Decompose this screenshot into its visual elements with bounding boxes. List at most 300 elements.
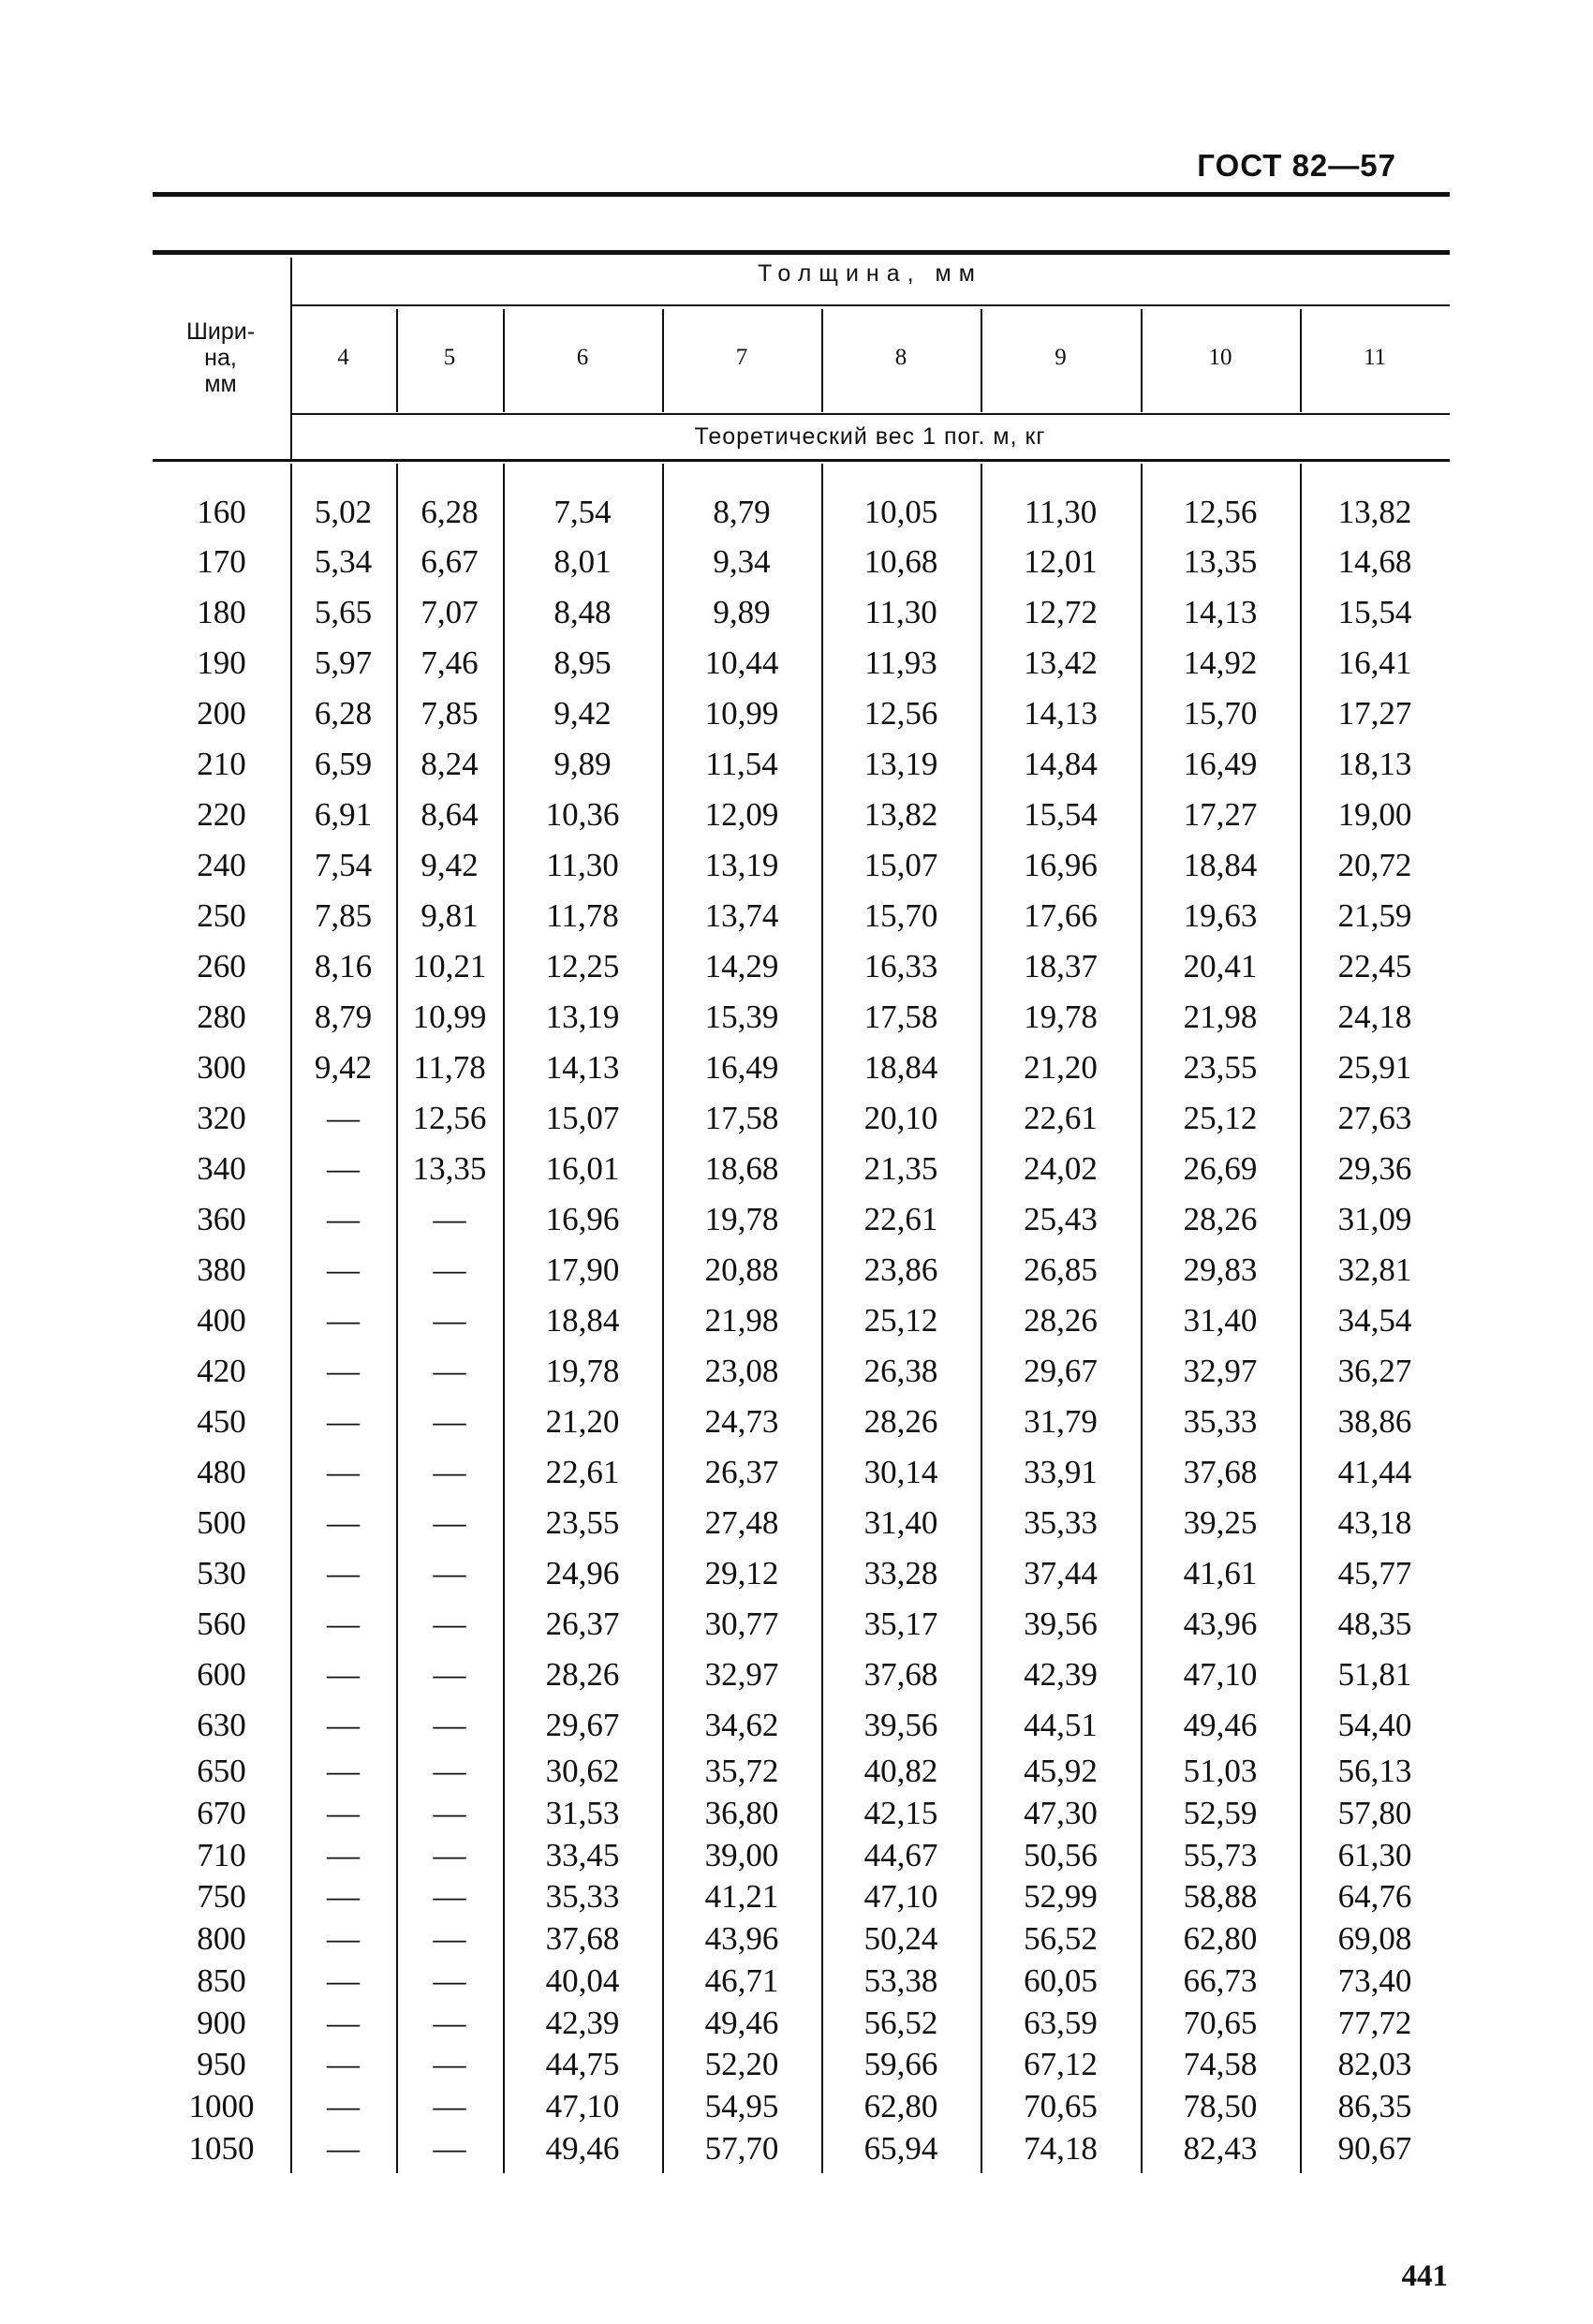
weight-cell: 9,89 [713, 594, 771, 630]
table-row [153, 2124, 1450, 2174]
weight-cell: 13,19 [863, 746, 938, 782]
weight-cell: 44,75 [545, 2046, 620, 2082]
weight-cell: 18,13 [1337, 746, 1412, 782]
weight-cell: 15,07 [545, 1100, 620, 1136]
weight-cell: 47,10 [545, 2088, 620, 2124]
weight-cell: 29,67 [545, 1707, 620, 1743]
weight-cell: 31,79 [1024, 1403, 1098, 1440]
table-row [153, 992, 1450, 1043]
weight-cell: 26,37 [704, 1454, 779, 1490]
weight-cell: 37,68 [863, 1656, 938, 1693]
weight-cell: — [433, 1302, 466, 1339]
table-row [153, 1498, 1450, 1548]
table-row [153, 1599, 1450, 1650]
width-cell: 450 [197, 1403, 246, 1440]
thickness-column-header: 8 [894, 345, 907, 370]
weight-cell: 12,72 [1024, 594, 1098, 630]
weight-cell: 47,10 [863, 1878, 938, 1915]
table-row [153, 587, 1450, 638]
weight-cell: 16,96 [1024, 847, 1098, 883]
weight-cell: — [327, 1656, 360, 1693]
weight-cell: — [327, 1403, 360, 1440]
width-cell: 360 [197, 1201, 246, 1237]
weight-cell: — [433, 1656, 466, 1693]
weight-cell: 13,19 [545, 999, 620, 1035]
weight-cell: 35,33 [1183, 1403, 1258, 1440]
weight-cell: 12,09 [704, 796, 779, 833]
weight-cell: 9,42 [314, 1049, 373, 1086]
weight-cell: 13,82 [863, 796, 938, 833]
width-cell: 320 [197, 1100, 246, 1136]
table-row [153, 688, 1450, 739]
width-cell: 900 [197, 2005, 246, 2041]
weight-cell: — [327, 1606, 360, 1642]
weight-cell: 20,88 [704, 1251, 779, 1288]
weight-cell: 31,40 [863, 1504, 938, 1541]
weight-cell: 67,12 [1024, 2046, 1098, 2082]
weight-cell: 10,21 [412, 948, 487, 984]
weight-cell: 69,08 [1337, 1920, 1412, 1957]
width-cell: 340 [197, 1150, 246, 1187]
weight-cell: 7,54 [314, 847, 373, 883]
weight-cell: 10,99 [412, 999, 487, 1035]
weight-cell: — [327, 2046, 360, 2082]
weight-cell: 22,61 [1024, 1100, 1098, 1136]
weight-cell: 10,99 [704, 695, 779, 732]
weight-header-rule [290, 413, 1450, 415]
weight-cell: 32,97 [1183, 1353, 1258, 1389]
weight-cell: 52,99 [1024, 1878, 1098, 1915]
weight-cell: — [433, 1403, 466, 1440]
table-row [153, 941, 1450, 992]
width-cell: 670 [197, 1795, 246, 1831]
weight-cell: 6,91 [314, 796, 373, 833]
weight-cell: 9,89 [553, 746, 612, 782]
weight-cell: 21,35 [863, 1150, 938, 1187]
weight-cell: 13,42 [1024, 644, 1098, 681]
weight-cell: 66,73 [1183, 1962, 1258, 1999]
weight-cell: 62,80 [863, 2088, 938, 2124]
weight-cell: 14,84 [1024, 746, 1098, 782]
weight-cell: 20,72 [1337, 847, 1412, 883]
weight-cell: — [433, 2088, 466, 2124]
weight-cell: 22,45 [1337, 948, 1412, 984]
weight-cell: 90,67 [1337, 2130, 1412, 2167]
weight-cell: 30,77 [704, 1606, 779, 1642]
weight-cell: 78,50 [1183, 2088, 1258, 2124]
weight-cell: 13,35 [1183, 543, 1258, 580]
weight-cell: 28,26 [1024, 1302, 1098, 1339]
weight-cell: 41,61 [1183, 1555, 1258, 1591]
width-cell: 800 [197, 1920, 246, 1957]
table-row [153, 1447, 1450, 1498]
weight-cell: 70,65 [1183, 2005, 1258, 2041]
weight-cell: 15,39 [704, 999, 779, 1035]
width-header-line: на, [204, 345, 237, 371]
weight-cell: — [327, 1878, 360, 1915]
weight-cell: 21,59 [1337, 897, 1412, 934]
weight-cell: 12,56 [1183, 494, 1258, 530]
weight-cell: 47,10 [1183, 1656, 1258, 1693]
weight-cell: 18,68 [704, 1150, 779, 1187]
width-cell: 630 [197, 1707, 246, 1743]
weight-cell: 40,04 [545, 1962, 620, 1999]
weight-cell: 11,30 [864, 594, 937, 630]
weight-cell: 55,73 [1183, 1837, 1258, 1873]
weight-cell: 26,85 [1024, 1251, 1098, 1288]
weight-cell: 32,81 [1337, 1251, 1412, 1288]
weight-cell: 8,79 [713, 494, 771, 530]
column-divider [396, 309, 398, 412]
width-header-line: Шири- [185, 318, 256, 345]
weight-cell: 54,40 [1337, 1707, 1412, 1743]
width-cell: 420 [197, 1353, 246, 1389]
thickness-column-header: 5 [443, 345, 456, 370]
thickness-column-header: 7 [735, 345, 748, 370]
table-row [153, 1093, 1450, 1144]
weight-cell: 44,67 [863, 1837, 938, 1873]
weight-cell: 16,96 [545, 1201, 620, 1237]
column-divider [290, 258, 292, 459]
weight-cell: — [433, 1707, 466, 1743]
weight-cell: 82,43 [1183, 2130, 1258, 2167]
weight-cell: 19,78 [704, 1201, 779, 1237]
weight-cell: 42,39 [1024, 1656, 1098, 1693]
weight-cell: 56,13 [1337, 1753, 1412, 1789]
weight-cell: 26,69 [1183, 1150, 1258, 1187]
weight-cell: 10,05 [863, 494, 938, 530]
weight-cell: 14,13 [1024, 695, 1098, 732]
weight-cell: 14,13 [545, 1049, 620, 1086]
table-row [153, 1144, 1450, 1194]
weight-cell: 39,25 [1183, 1504, 1258, 1541]
width-cell: 180 [197, 594, 246, 630]
weight-cell: 56,52 [863, 2005, 938, 2041]
width-cell: 600 [197, 1656, 246, 1693]
table-row [153, 537, 1450, 587]
weight-cell: — [433, 2005, 466, 2041]
weight-cell: — [327, 1302, 360, 1339]
weight-cell: 8,95 [553, 644, 612, 681]
weight-cell: 16,49 [1183, 746, 1258, 782]
weight-cell: 5,34 [314, 543, 373, 580]
width-cell: 210 [197, 746, 246, 782]
width-cell: 280 [197, 999, 246, 1035]
weight-cell: 12,56 [412, 1100, 487, 1136]
weight-cell: 20,10 [863, 1100, 938, 1136]
weight-cell: 27,63 [1337, 1100, 1412, 1136]
width-cell: 1050 [188, 2130, 255, 2167]
table-row [153, 1650, 1450, 1700]
width-cell: 250 [197, 897, 246, 934]
weight-cell: 19,78 [545, 1353, 620, 1389]
weight-cell: — [327, 2088, 360, 2124]
weight-cell: 42,39 [545, 2005, 620, 2041]
weight-cell: 63,59 [1024, 2005, 1098, 2041]
weight-cell: 37,44 [1024, 1555, 1098, 1591]
weight-cell: — [327, 1251, 360, 1288]
weight-cell: 21,98 [704, 1302, 779, 1339]
weight-cell: 43,18 [1337, 1504, 1412, 1541]
weight-cell: 36,80 [704, 1795, 779, 1831]
weight-cell: 18,37 [1024, 948, 1098, 984]
weight-cell: 25,91 [1337, 1049, 1412, 1086]
weight-cell: 74,18 [1024, 2130, 1098, 2167]
weight-cell: 74,58 [1183, 2046, 1258, 2082]
width-cell: 240 [197, 847, 246, 883]
weight-cell: 5,65 [314, 594, 373, 630]
width-cell: 500 [197, 1504, 246, 1541]
thickness-column-header: 9 [1055, 345, 1067, 370]
weight-cell: 28,26 [1183, 1201, 1258, 1237]
weight-cell: 11,78 [413, 1049, 486, 1086]
weight-cell: — [327, 2005, 360, 2041]
table-row [153, 790, 1450, 840]
weight-cell: 19,00 [1337, 796, 1412, 833]
weight-cell: 51,81 [1337, 1656, 1412, 1693]
weight-cell: 54,95 [704, 2088, 779, 2124]
weight-cell: — [433, 1606, 466, 1642]
weight-cell: 14,13 [1183, 594, 1258, 630]
weight-cell: — [327, 1962, 360, 1999]
weight-cell: 31,09 [1337, 1201, 1412, 1237]
weight-cell: 57,70 [704, 2130, 779, 2167]
weight-cell: — [327, 1100, 360, 1136]
weight-cell: 7,54 [553, 494, 612, 530]
weight-cell: — [327, 1353, 360, 1389]
weight-cell: 40,82 [863, 1753, 938, 1789]
weight-cell: 5,97 [314, 644, 373, 681]
weight-cell: 12,01 [1024, 543, 1098, 580]
table-body-rule [153, 459, 1450, 462]
weight-cell: 13,19 [704, 847, 779, 883]
table-row [153, 1397, 1450, 1447]
weight-cell: 7,85 [420, 695, 479, 732]
weight-cell: 13,82 [1337, 494, 1412, 530]
weight-cell: 34,62 [704, 1707, 779, 1743]
weight-cell: — [433, 1920, 466, 1957]
weight-cell: 41,21 [704, 1878, 779, 1915]
weight-cell: 31,40 [1183, 1302, 1258, 1339]
weight-cell: 23,08 [704, 1353, 779, 1389]
weight-cell: 15,70 [863, 897, 938, 934]
weight-cell: 64,76 [1337, 1878, 1412, 1915]
weight-cell: 35,33 [1024, 1504, 1098, 1541]
weight-cell: 82,03 [1337, 2046, 1412, 2082]
width-cell: 190 [197, 644, 246, 681]
weight-cell: 17,27 [1183, 796, 1258, 833]
weight-cell: 30,62 [545, 1753, 620, 1789]
weight-cell: 38,86 [1337, 1403, 1412, 1440]
weight-cell: 8,16 [314, 948, 373, 984]
weight-cell: 35,33 [545, 1878, 620, 1915]
weight-cell: 13,35 [412, 1150, 487, 1187]
weight-cell: — [327, 1201, 360, 1237]
weight-cell: 7,85 [314, 897, 373, 934]
width-header-line: мм [204, 371, 237, 397]
width-cell: 200 [197, 695, 246, 732]
standard-title: ГОСТ 82—57 [1197, 148, 1396, 183]
weight-cell: — [433, 1837, 466, 1873]
weight-cell: 29,36 [1337, 1150, 1412, 1187]
column-divider [1300, 309, 1302, 412]
weight-cell: 12,25 [545, 948, 620, 984]
weight-cell: 18,84 [1183, 847, 1258, 883]
weight-cell: 29,83 [1183, 1251, 1258, 1288]
weight-cell: 5,02 [314, 494, 373, 530]
weight-cell: 11,30 [1024, 494, 1098, 530]
weight-cell: 42,15 [863, 1795, 938, 1831]
weight-cell: — [433, 1454, 466, 1490]
weight-cell: 15,54 [1024, 796, 1098, 833]
weight-cell: 26,38 [863, 1353, 938, 1389]
weight-cell: 6,28 [314, 695, 373, 732]
column-divider [1141, 309, 1143, 412]
weight-cell: 61,30 [1337, 1837, 1412, 1873]
page-number: 441 [1401, 2259, 1448, 2293]
weight-cell: 73,40 [1337, 1962, 1412, 1999]
weight-cell: 8,64 [420, 796, 479, 833]
weight-cell: 46,71 [704, 1962, 779, 1999]
weight-cell: 8,01 [553, 543, 612, 580]
weight-cell: 25,43 [1024, 1201, 1098, 1237]
weight-cell: 17,27 [1337, 695, 1412, 732]
weight-cell: 50,56 [1024, 1837, 1098, 1873]
weight-cell: 86,35 [1337, 2088, 1412, 2124]
weight-cell: 8,24 [420, 746, 479, 782]
weight-cell: 13,74 [704, 897, 779, 934]
weight-cell: 19,78 [1024, 999, 1098, 1035]
thickness-header: Толщина, мм [758, 260, 982, 287]
weight-cell: 33,45 [545, 1837, 620, 1873]
weight-cell: 21,20 [1024, 1049, 1098, 1086]
weight-cell: — [433, 1753, 466, 1789]
weight-cell: 17,58 [863, 999, 938, 1035]
weight-cell: 9,34 [713, 543, 771, 580]
weight-cell: 37,68 [1183, 1454, 1258, 1490]
weight-cell: 30,14 [863, 1454, 938, 1490]
weight-cell: 26,37 [545, 1606, 620, 1642]
weight-cell: 10,36 [545, 796, 620, 833]
weight-cell: — [433, 1251, 466, 1288]
weight-cell: — [327, 1454, 360, 1490]
weight-cell: 22,61 [863, 1201, 938, 1237]
thickness-header-rule [290, 304, 1450, 306]
weight-cell: 49,46 [704, 2005, 779, 2041]
weight-cell: 33,28 [863, 1555, 938, 1591]
table-row [153, 1043, 1450, 1093]
top-rule [153, 192, 1450, 197]
weight-cell: — [433, 1795, 466, 1831]
weight-cell: 45,92 [1024, 1753, 1098, 1789]
weight-cell: 18,84 [863, 1049, 938, 1086]
weight-cell: 12,56 [863, 695, 938, 732]
weight-cell: 43,96 [1183, 1606, 1258, 1642]
weight-cell: — [327, 1150, 360, 1187]
table-row [153, 739, 1450, 790]
column-divider [981, 309, 982, 412]
table-row [153, 487, 1450, 538]
weight-cell: 35,17 [863, 1606, 938, 1642]
width-cell: 480 [197, 1454, 246, 1490]
weight-cell: 39,56 [863, 1707, 938, 1743]
weight-cell: — [433, 1504, 466, 1541]
weight-cell: 35,72 [704, 1753, 779, 1789]
weight-cell: 32,97 [704, 1656, 779, 1693]
weight-cell: 21,98 [1183, 999, 1258, 1035]
weight-cell: — [433, 1201, 466, 1237]
width-cell: 260 [197, 948, 246, 984]
weight-cell: 15,54 [1337, 594, 1412, 630]
weight-cell: 8,48 [553, 594, 612, 630]
weight-cell: 20,41 [1183, 948, 1258, 984]
table-row [153, 1346, 1450, 1397]
width-cell: 530 [197, 1555, 246, 1591]
column-divider [821, 309, 823, 412]
weight-cell: — [327, 1753, 360, 1789]
weight-cell: 24,02 [1024, 1150, 1098, 1187]
weight-cell: 15,70 [1183, 695, 1258, 732]
weight-cell: — [433, 1353, 466, 1389]
width-cell: 380 [197, 1251, 246, 1288]
weight-cell: 58,88 [1183, 1878, 1258, 1915]
weight-cell: 36,27 [1337, 1353, 1412, 1389]
weight-cell: 77,72 [1337, 2005, 1412, 2041]
weight-cell: 56,52 [1024, 1920, 1098, 1957]
weight-cell: 6,59 [314, 746, 373, 782]
weight-cell: 17,90 [545, 1251, 620, 1288]
weight-cell: 28,26 [863, 1403, 938, 1440]
weight-cell: 51,03 [1183, 1753, 1258, 1789]
weight-cell: 34,54 [1337, 1302, 1412, 1339]
weight-cell: 10,44 [704, 644, 779, 681]
weight-cell: 8,79 [314, 999, 373, 1035]
weight-cell: 27,48 [704, 1504, 779, 1541]
weight-cell: 41,44 [1337, 1454, 1412, 1490]
weight-cell: 29,12 [704, 1555, 779, 1591]
weight-cell: 47,30 [1024, 1795, 1098, 1831]
table-row [153, 840, 1450, 891]
weight-cell: 15,07 [863, 847, 938, 883]
thickness-column-header: 4 [337, 345, 349, 370]
weight-cell: 45,77 [1337, 1555, 1412, 1591]
weight-cell: 17,66 [1024, 897, 1098, 934]
width-cell: 170 [197, 543, 246, 580]
weight-cell: 11,54 [705, 746, 778, 782]
weight-cell: 24,18 [1337, 999, 1412, 1035]
weight-cell: — [433, 1555, 466, 1591]
weight-cell: 6,67 [420, 543, 479, 580]
weight-cell: 7,46 [420, 644, 479, 681]
weight-cell: 6,28 [420, 494, 479, 530]
thickness-column-header: 6 [576, 345, 589, 370]
weight-cell: — [327, 1795, 360, 1831]
weight-cell: 31,53 [545, 1795, 620, 1831]
weight-cell: 52,59 [1183, 1795, 1258, 1831]
weight-cell: — [433, 1962, 466, 1999]
width-cell: 1000 [188, 2088, 255, 2124]
weight-cell: 17,58 [704, 1100, 779, 1136]
weight-cell: 14,68 [1337, 543, 1412, 580]
weight-cell: 7,07 [420, 594, 479, 630]
weight-cell: — [433, 2130, 466, 2167]
weight-cell: 14,92 [1183, 644, 1258, 681]
weight-cell: — [327, 1837, 360, 1873]
table-row [153, 1194, 1450, 1245]
weight-cell: 43,96 [704, 1920, 779, 1957]
table-row [153, 1245, 1450, 1295]
weight-cell: 57,80 [1337, 1795, 1412, 1831]
